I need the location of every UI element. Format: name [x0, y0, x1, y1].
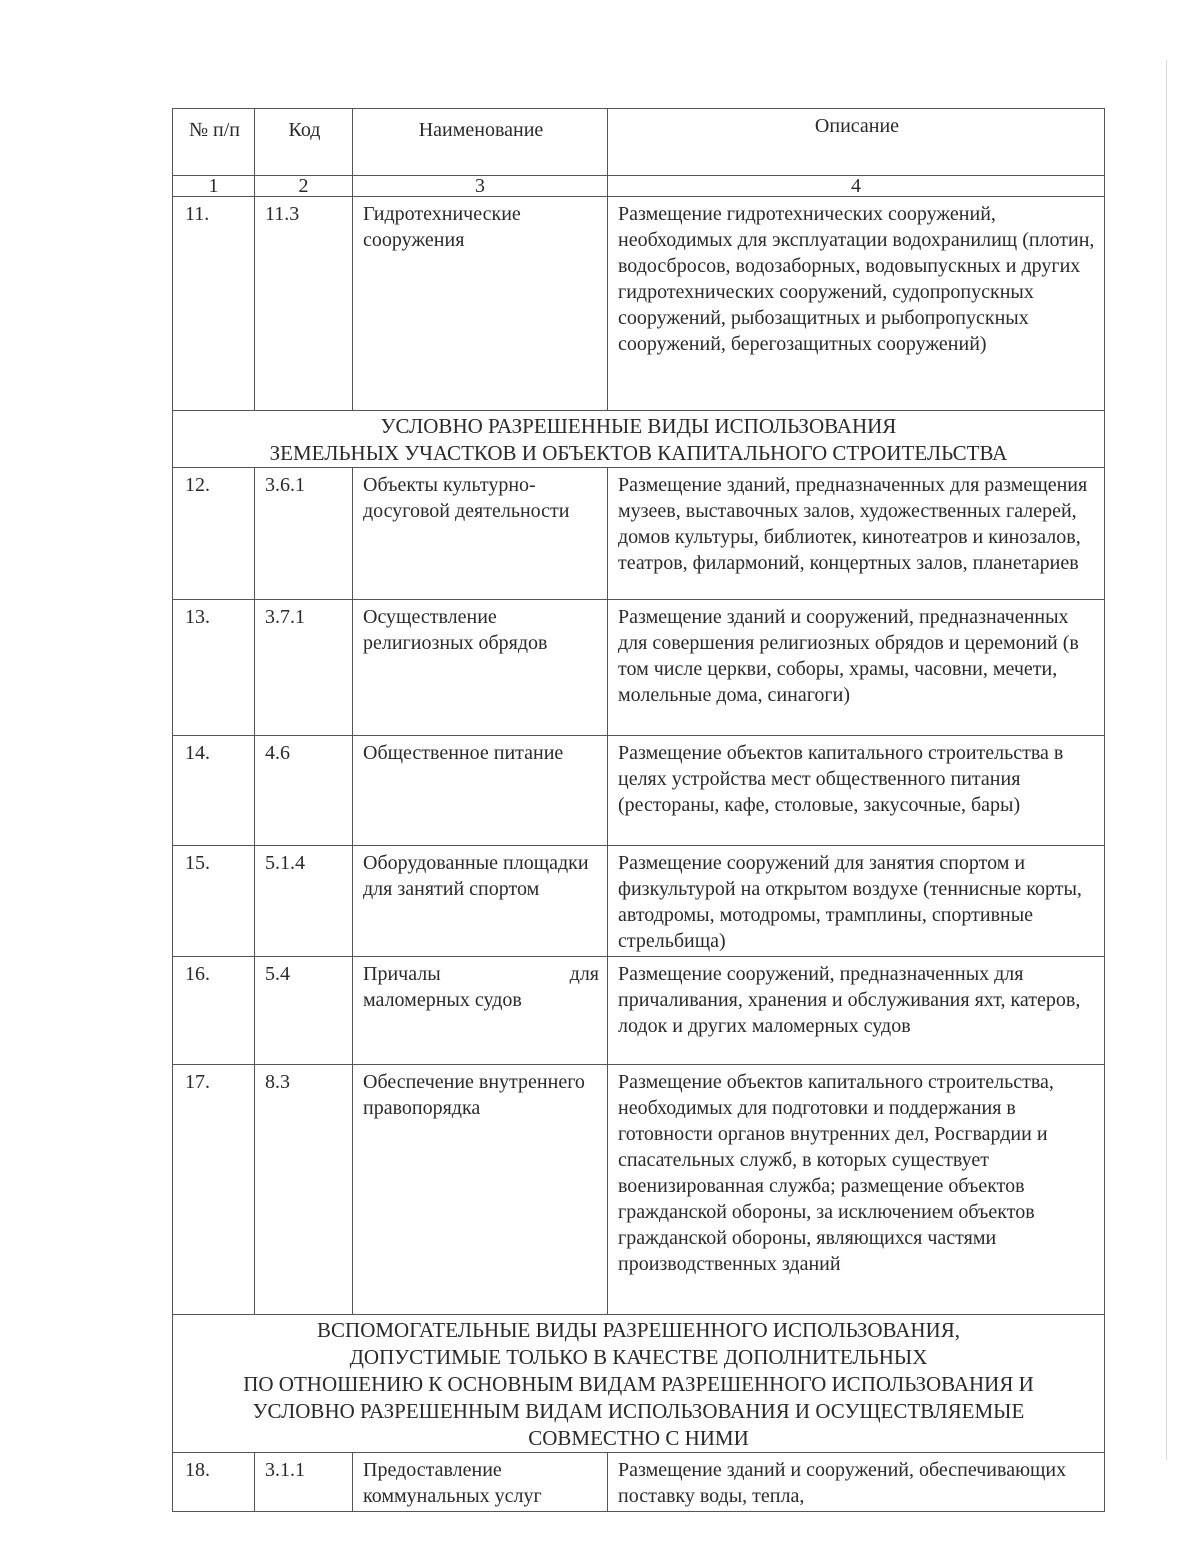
row-name: Общественное питание [353, 736, 608, 846]
section-line: СОВМЕСТНО С НИМИ [528, 1426, 749, 1450]
row-name: Гидротехнические сооружения [353, 197, 608, 411]
row-code: 8.3 [255, 1065, 353, 1315]
row-desc: Размещение зданий и сооружений, обеспечивающих поставку воды, тепла, [608, 1453, 1105, 1512]
row-name: Предоставление коммунальных услуг [353, 1453, 608, 1512]
row-num: 16. [173, 957, 255, 1065]
row-name-part: Причалы [363, 963, 441, 985]
table-row [173, 846, 1105, 957]
row-name: Обеспечение внутреннего правопорядка [353, 1065, 608, 1315]
section-line: ДОПУСТИМЫЕ ТОЛЬКО В КАЧЕСТВЕ ДОПОЛНИТЕЛЬНЫХ [349, 1345, 928, 1369]
page-edge-line [1166, 60, 1167, 1460]
land-use-table [172, 108, 1105, 1512]
row-desc: Размещение гидротехнических сооружений, необходимых для эксплуатации водохранилищ (плотин, водосбросов, водозаборных, водовыпускных и других гидротехнических сооружений, судопропускных сооружений, рыбозащитных и рыбопропускных сооружений, берегозащитных сооружений) [608, 197, 1105, 411]
row-desc: Размещение объектов капитального строительства, необходимых для подготовки и поддержания в готовности органов внутренних дел, Росгвардии и спасательных служб, в которых существует военизированная служба; размещение объектов гражданской обороны, за исключением объектов гражданской обороны, являющихся частями производственных зданий [608, 1065, 1105, 1315]
row-code: 3.1.1 [255, 1453, 353, 1512]
row-num: 13. [173, 600, 255, 736]
row-desc: Размещение сооружений для занятия спортом и физкультурой на открытом воздухе (теннисные корты, автодромы, мотодромы, трамплины, спортивные стрельбища) [608, 846, 1105, 957]
column-number: 2 [255, 176, 353, 197]
row-num: 12. [173, 468, 255, 600]
table-row [173, 957, 1105, 1065]
row-name: Осуществление религиозных обрядов [353, 600, 608, 736]
section-line: УСЛОВНО РАЗРЕШЕННЫМ ВИДАМ ИСПОЛЬЗОВАНИЯ И ОСУЩЕСТВЛЯЕМЫЕ [252, 1399, 1025, 1423]
header-code: Код [255, 109, 353, 176]
section-conditional-heading [173, 411, 1105, 468]
row-num: 17. [173, 1065, 255, 1315]
row-num: 14. [173, 736, 255, 846]
section-line: ЗЕМЕЛЬНЫХ УЧАСТКОВ И ОБЪЕКТОВ КАПИТАЛЬНОГО СТРОИТЕЛЬСТВА [269, 441, 1008, 465]
row-name: Оборудованные площадки для занятий спортом [353, 846, 608, 957]
table-header-row [173, 109, 1105, 176]
table-row [173, 468, 1105, 600]
header-desc: Описание [608, 109, 1105, 176]
section-line: ВСПОМОГАТЕЛЬНЫЕ ВИДЫ РАЗРЕШЕННОГО ИСПОЛЬЗОВАНИЯ, [317, 1318, 960, 1342]
header-num: № п/п [173, 109, 255, 176]
table-row [173, 1453, 1105, 1512]
section-conditional-row [173, 411, 1105, 468]
section-line: ПО ОТНОШЕНИЮ К ОСНОВНЫМ ВИДАМ РАЗРЕШЕННОГО ИСПОЛЬЗОВАНИЯ И [243, 1372, 1034, 1396]
row-name-part: маломерных судов [363, 989, 522, 1011]
row-num: 11. [173, 197, 255, 411]
table-row [173, 1065, 1105, 1315]
section-auxiliary-heading [173, 1315, 1105, 1453]
section-auxiliary-row [173, 1315, 1105, 1453]
row-desc: Размещение объектов капитального строительства в целях устройства мест общественного питания (рестораны, кафе, столовые, закусочные, бары) [608, 736, 1105, 846]
row-code: 4.6 [255, 736, 353, 846]
header-name: Наименование [353, 109, 608, 176]
column-numbers-row [173, 176, 1105, 197]
table-row [173, 197, 1105, 411]
column-number: 4 [608, 176, 1105, 197]
table-row [173, 736, 1105, 846]
row-name: Объекты культурно-досуговой деятельности [353, 468, 608, 600]
row-code: 5.4 [255, 957, 353, 1065]
row-name [353, 957, 608, 1065]
row-code: 5.1.4 [255, 846, 353, 957]
row-code: 3.7.1 [255, 600, 353, 736]
section-line: УСЛОВНО РАЗРЕШЕННЫЕ ВИДЫ ИСПОЛЬЗОВАНИЯ [380, 414, 897, 438]
row-desc: Размещение зданий и сооружений, предназначенных для совершения религиозных обрядов и церемоний (в том числе церкви, соборы, храмы, часовни, мечети, молельные дома, синагоги) [608, 600, 1105, 736]
row-desc: Размещение сооружений, предназначенных для причаливания, хранения и обслуживания яхт, катеров, лодок и других маломерных судов [608, 957, 1105, 1065]
row-name-part: для [569, 963, 599, 985]
column-number: 1 [173, 176, 255, 197]
column-number: 3 [353, 176, 608, 197]
row-desc: Размещение зданий, предназначенных для размещения музеев, выставочных залов, художественных галерей, домов культуры, библиотек, кинотеатров и кинозалов, театров, филармоний, концертных залов, планетариев [608, 468, 1105, 600]
row-code: 11.3 [255, 197, 353, 411]
row-num: 18. [173, 1453, 255, 1512]
row-num: 15. [173, 846, 255, 957]
table-row [173, 600, 1105, 736]
row-code: 3.6.1 [255, 468, 353, 600]
